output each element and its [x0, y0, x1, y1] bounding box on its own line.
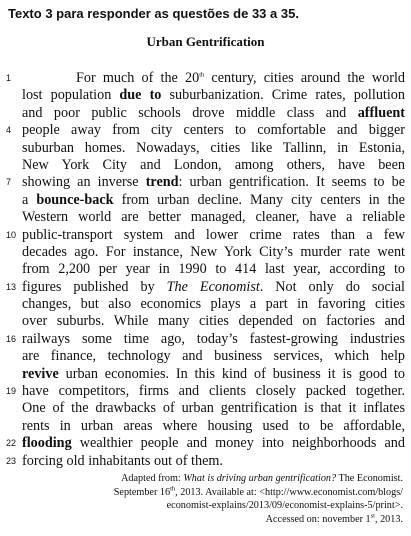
- line-text: [76, 70, 405, 87]
- bold-word: flooding: [22, 435, 72, 452]
- superscript: st: [370, 512, 375, 520]
- text-segment: economist-explains/2013/09/economist-explains-5/print>.: [166, 500, 403, 512]
- text-segment: figures published by: [22, 278, 167, 295]
- text-segment: lost population: [22, 87, 120, 104]
- text-line: [0, 279, 411, 296]
- bold-word: revive: [22, 365, 59, 382]
- line-text: [22, 157, 405, 174]
- line-text: [22, 366, 405, 383]
- citation-line: [33, 486, 403, 500]
- line-text: [22, 279, 405, 296]
- line-number: 13: [6, 281, 17, 292]
- text-line: [0, 122, 411, 139]
- line-text: [22, 453, 405, 470]
- line-text: [22, 296, 405, 313]
- text-segment: from 2,200 per year in 1990 to 414 last year, according to: [22, 261, 405, 278]
- text-line: [0, 418, 411, 435]
- text-segment: : urban gentrification. It seems to be: [178, 174, 405, 191]
- line-number: 4: [6, 125, 12, 136]
- text-segment: forcing old inhabitants out of them.: [22, 452, 223, 469]
- text-line: [0, 227, 411, 244]
- citation-line: [33, 513, 403, 527]
- line-text: [22, 400, 405, 417]
- text-line: [0, 244, 411, 261]
- text-segment: are finance, technology and business services, which help: [22, 348, 405, 365]
- text-line: [0, 140, 411, 157]
- line-text: [22, 348, 405, 365]
- italic-text: What is driving urban gentrification?: [183, 473, 337, 484]
- line-text: [22, 87, 405, 104]
- line-text: [22, 192, 405, 209]
- line-text: [22, 244, 405, 261]
- text-line: [0, 331, 411, 348]
- text-segment: September 16: [113, 486, 171, 498]
- text-body: [0, 70, 411, 470]
- line-text: [22, 313, 405, 330]
- text-segment: changes, but also economics plays a part in favoring cities: [22, 296, 405, 313]
- text-title: Urban Gentrification: [146, 34, 265, 49]
- text-line: [0, 174, 411, 191]
- bold-word: bounce-back: [36, 191, 114, 208]
- text-line: [0, 157, 411, 174]
- text-line: [0, 348, 411, 365]
- line-text: [22, 227, 405, 244]
- text-line: [0, 453, 411, 470]
- question-header: Texto 3 para responder as questões de 33 a 35.: [8, 6, 299, 21]
- text-segment: , 2013.: [374, 513, 403, 525]
- text-segment: , 2013. Available at: <http://www.economist.com/blogs/: [175, 486, 403, 498]
- bold-word: due to: [119, 87, 162, 104]
- text-segment: people away from city centers to comfortable and bigger: [22, 122, 405, 139]
- text-line: [0, 296, 411, 313]
- line-text: [22, 418, 405, 435]
- bold-word: trend: [145, 174, 179, 191]
- text-segment: One of the drawbacks of urban gentrification is that it inflates: [22, 400, 405, 417]
- text-line: [0, 105, 411, 122]
- line-text: [22, 435, 405, 452]
- citation-line: [33, 472, 403, 486]
- text-segment: New York City and London, among others, have been: [22, 156, 405, 173]
- italic-text: The Economist: [166, 278, 260, 295]
- text-line: [0, 192, 411, 209]
- superscript: th: [199, 71, 205, 79]
- text-line: [0, 383, 411, 400]
- source-citation: [33, 472, 403, 526]
- line-text: [22, 122, 405, 139]
- text-segment: wealthier people and money into neighborhoods and: [71, 435, 405, 452]
- citation-line: [33, 499, 403, 513]
- text-segment: suburbanization. Crime rates, pollution: [161, 87, 405, 104]
- line-number: 16: [6, 333, 17, 344]
- line-number: 23: [6, 455, 17, 466]
- text-line: [0, 261, 411, 278]
- text-segment: Accessed on: november 1: [265, 513, 371, 525]
- bold-word: affluent: [357, 104, 405, 121]
- text-segment: a: [22, 191, 37, 208]
- text-line: [0, 87, 411, 104]
- line-number: 7: [6, 177, 12, 188]
- text-segment: century, cities around the world: [204, 70, 405, 86]
- line-number: 19: [6, 386, 17, 397]
- line-text: [22, 331, 405, 348]
- superscript: th: [170, 485, 176, 493]
- text-line: [0, 313, 411, 330]
- text-segment: railways some time ago, today’s fastest-growing industries: [22, 330, 405, 347]
- text-segment: public-transport system and lower crime rates than a few: [22, 226, 405, 243]
- text-segment: showing an inverse: [22, 174, 146, 191]
- text-segment: have competitors, firms and clients closely packed together.: [22, 383, 405, 400]
- text-line: [0, 435, 411, 452]
- text-segment: suburban homes. Nowadays, cities like Tallinn, in Estonia,: [22, 139, 405, 156]
- line-number: 10: [6, 229, 17, 240]
- line-text: [22, 174, 405, 191]
- text-segment: and poor public schools drove middle class and: [22, 104, 358, 121]
- text-segment: urban economies. In this kind of business it is good to: [58, 365, 405, 382]
- line-text: [22, 209, 405, 226]
- text-segment: Adapted from:: [121, 473, 184, 484]
- line-text: [22, 105, 405, 122]
- line-text: [22, 261, 405, 278]
- text-segment: from urban decline. Many city centers in the: [113, 191, 405, 208]
- text-segment: Western world are better managed, cleaner, have a reliable: [22, 209, 405, 226]
- line-text: [22, 383, 405, 400]
- line-number: 1: [6, 73, 12, 83]
- line-number: 22: [6, 438, 17, 449]
- text-line: [0, 400, 411, 417]
- text-segment: The Economist.: [336, 473, 403, 484]
- text-segment: For much of the 20: [76, 70, 200, 86]
- line-text: [22, 140, 405, 157]
- text-line: [0, 70, 411, 87]
- text-segment: decades ago. For instance, New York City’s murder rate went: [22, 243, 405, 260]
- text-segment: . Not only do social: [259, 278, 405, 295]
- text-line: [0, 209, 411, 226]
- text-line: [0, 366, 411, 383]
- text-segment: rents in urban areas where housing used to be affordable,: [22, 417, 405, 434]
- text-segment: over suburbs. While many cities depended on factories and: [22, 313, 405, 330]
